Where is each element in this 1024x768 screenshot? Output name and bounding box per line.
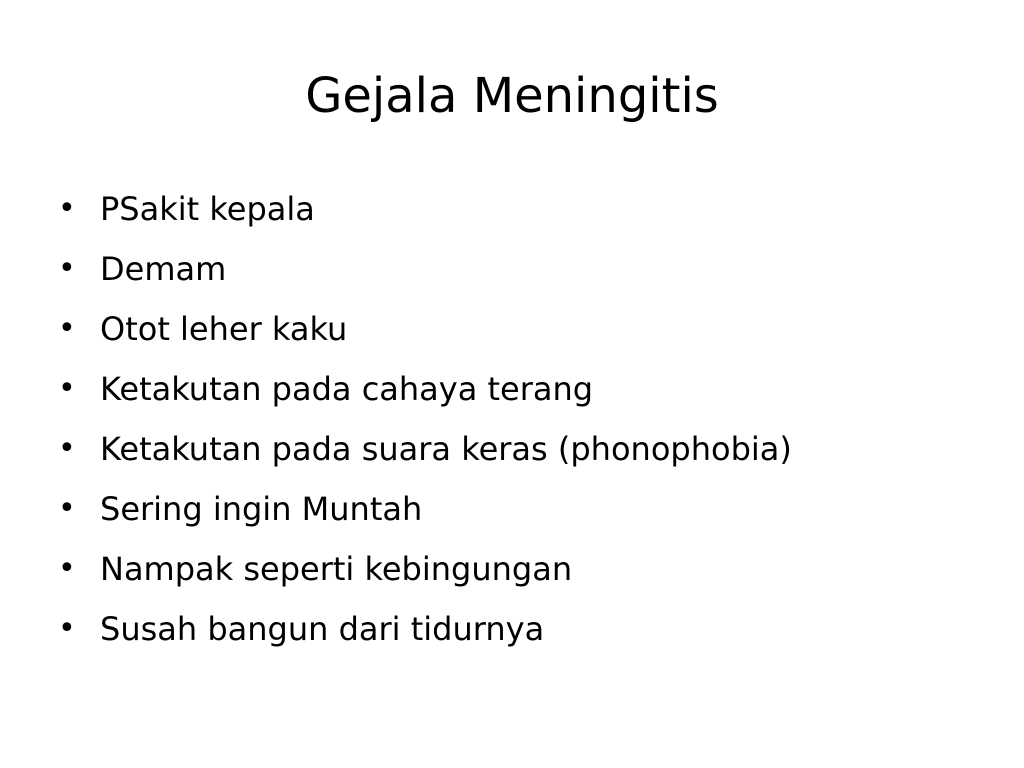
bullet-item-muntah	[58, 480, 998, 540]
bullet-dot-icon: •	[58, 431, 76, 466]
bullet-item-susah-bangun	[58, 600, 998, 660]
bullet-text: Ketakutan pada cahaya terang	[100, 370, 594, 408]
bullet-dot-icon: •	[58, 551, 76, 586]
bullet-dot-icon: •	[58, 371, 76, 406]
bullet-dot-icon: •	[58, 491, 76, 526]
bullet-item-sakit-kepala	[58, 180, 998, 240]
bullet-item-demam	[58, 240, 998, 300]
bullet-text: PSakit kepala	[100, 190, 315, 228]
bullet-dot-icon: •	[58, 251, 76, 286]
bullet-list	[58, 180, 998, 660]
bullet-item-otot-leher-kaku	[58, 300, 998, 360]
bullet-item-cahaya-terang	[58, 360, 998, 420]
bullet-text: Sering ingin Muntah	[100, 490, 423, 528]
bullet-item-kebingungan	[58, 540, 998, 600]
bullet-dot-icon: •	[58, 611, 76, 646]
slide-title: Gejala Meningitis	[305, 68, 719, 124]
bullet-text: Nampak seperti kebingungan	[100, 550, 573, 588]
bullet-text: Otot leher kaku	[100, 310, 348, 348]
bullet-dot-icon: •	[58, 311, 76, 346]
bullet-dot-icon: •	[58, 191, 76, 226]
bullet-item-suara-keras	[58, 420, 998, 480]
bullet-text: Susah bangun dari tidurnya	[100, 610, 545, 648]
bullet-text: Ketakutan pada suara keras (phonophobia)	[100, 430, 792, 468]
bullet-text: Demam	[100, 250, 227, 288]
